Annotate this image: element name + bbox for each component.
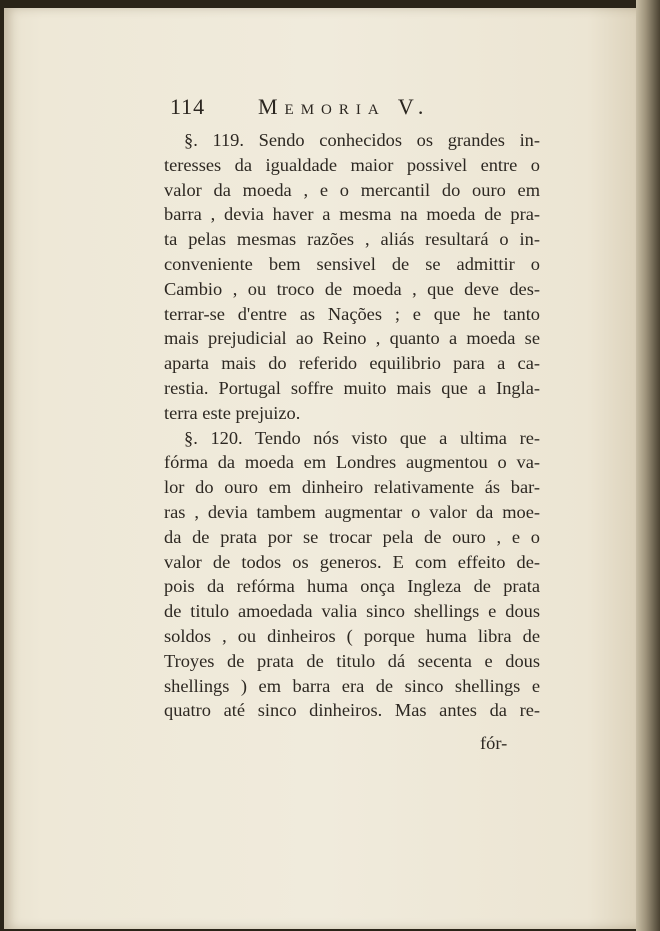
text-line: mais prejudicial ao Reino , quanto a moeda se — [164, 328, 540, 349]
text-line: soldos , ou dinheiros ( porque huma libra de — [164, 625, 540, 646]
text-line: valor da moeda , e o mercantil do ouro em — [164, 179, 540, 200]
text-line: §. 120. Tendo nós visto que a ultima re- — [184, 427, 540, 448]
body-text — [164, 128, 540, 723]
paragraph-119 — [164, 128, 540, 426]
page-number: 114 — [170, 94, 206, 119]
text-line: terrar-se d'entre as Nações ; e que he tanto — [164, 303, 540, 324]
catchword: fór- — [480, 733, 508, 753]
text-line: terra este prejuizo. — [164, 402, 301, 423]
text-line: da de prata por se trocar pela de ouro , e o — [164, 526, 540, 547]
text-line: lor do ouro em dinheiro relativamente ás bar- — [164, 477, 540, 498]
text-line: de titulo amoedada valia sinco shellings e dous — [164, 601, 540, 622]
text-line: ta pelas mesmas razões , aliás resultará o in- — [164, 229, 540, 250]
text-line: Cambio , ou troco de moeda , que deve des- — [164, 278, 540, 299]
page-header — [170, 94, 470, 124]
text-line: teresses da igualdade maior possivel entre o — [164, 154, 540, 175]
text-line: quatro até sinco dinheiros. Mas antes da re- — [164, 700, 540, 721]
text-line: conveniente bem sensivel de se admittir o — [164, 253, 540, 274]
text-line: §. 119. Sendo conhecidos os grandes in- — [184, 130, 540, 150]
text-line: aparta mais do referido equilibrio para a ca- — [164, 353, 540, 374]
page-edge-shadow — [636, 0, 660, 931]
text-line: barra , devia haver a mesma na moeda de pra- — [164, 204, 540, 225]
text-line: restia. Portugal soffre muito mais que a Ingla- — [164, 377, 540, 398]
paragraph-120 — [164, 426, 540, 724]
text-line: pois da refórma huma onça Ingleza de prata — [164, 576, 540, 597]
running-title: Memoria V. — [258, 94, 431, 119]
text-line: fórma da moeda em Londres augmentou o va- — [164, 452, 540, 473]
text-line: shellings ) em barra era de sinco shellings e — [164, 675, 540, 696]
text-line: ras , devia tambem augmentar o valor da moe- — [164, 501, 540, 522]
text-line: valor de todos os generos. E com effeito de- — [164, 551, 540, 572]
text-line: Troyes de prata de titulo dá secenta e dous — [164, 650, 540, 671]
